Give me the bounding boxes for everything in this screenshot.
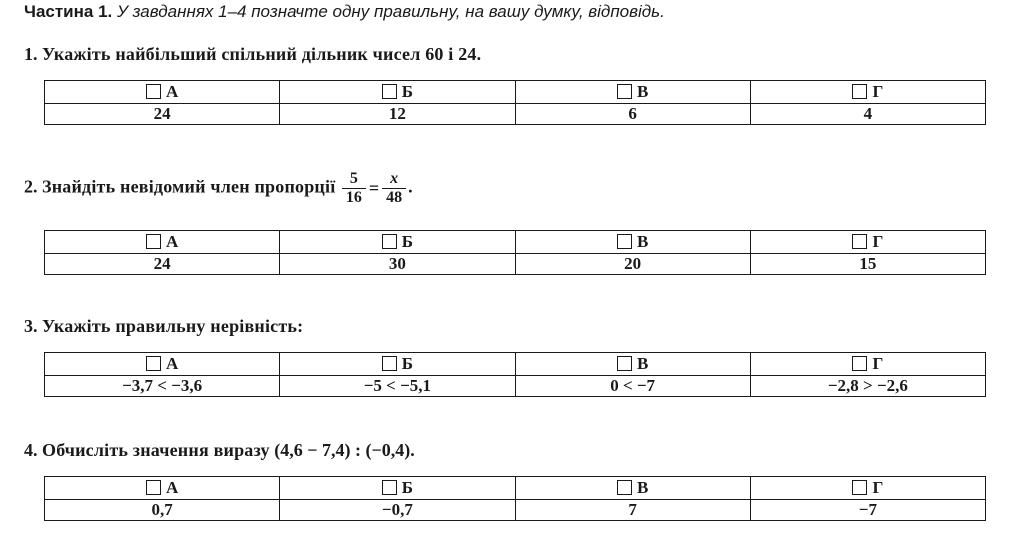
option-v[interactable] [515,477,750,500]
question-number: 3. [24,316,38,336]
question-number: 1. [24,44,38,64]
option-letter: Б [401,478,413,497]
option-letter: Г [872,232,884,251]
option-a[interactable] [45,353,280,376]
fraction-denominator: 16 [345,189,362,206]
question-2 [24,170,413,207]
equals-sign: = [368,178,380,198]
answer-value: 4 [750,104,985,125]
answer-value: −3,7 < −3,6 [45,376,280,397]
option-letter: В [636,232,649,251]
answer-value: −7 [750,500,985,521]
checkbox[interactable] [146,84,161,99]
answer-table-1 [44,80,986,125]
answer-value: −5 < −5,1 [280,376,515,397]
option-g[interactable] [750,81,985,104]
option-b[interactable] [280,231,515,254]
checkbox[interactable] [382,480,397,495]
answer-value: 0 < −7 [515,376,750,397]
fraction-denominator: 48 [386,189,403,206]
answer-value: 0,7 [45,500,280,521]
checkbox[interactable] [852,356,867,371]
question-3 [24,316,303,337]
checkbox[interactable] [146,356,161,371]
answer-table-3 [44,352,986,397]
section-header [24,2,665,22]
option-letter: Г [872,478,884,497]
answer-value: −0,7 [280,500,515,521]
checkbox[interactable] [617,84,632,99]
answer-value: 30 [280,254,515,275]
option-letter: А [165,232,179,251]
question-text: Знайдіть невідомий член пропорції [42,176,336,197]
option-a[interactable] [45,81,280,104]
question-text: Обчисліть значення виразу [42,440,270,460]
answer-value: 15 [750,254,985,275]
question-text: Укажіть найбільший спільний дільник чисел 60 і 24. [42,44,482,64]
question-number: 4. [24,440,38,460]
answer-value: 24 [45,104,280,125]
option-v[interactable] [515,81,750,104]
checkbox[interactable] [617,480,632,495]
checkbox[interactable] [852,234,867,249]
option-letter: Б [401,354,413,373]
answer-value: 6 [515,104,750,125]
fraction-numerator: x [382,170,406,189]
checkbox[interactable] [382,84,397,99]
checkbox[interactable] [617,356,632,371]
option-g[interactable] [750,231,985,254]
checkbox[interactable] [617,234,632,249]
checkbox[interactable] [852,84,867,99]
checkbox[interactable] [382,356,397,371]
answer-table-4 [44,476,986,521]
question-number: 2. [24,176,38,197]
option-b[interactable] [280,477,515,500]
question-1 [24,44,481,65]
option-v[interactable] [515,231,750,254]
option-a[interactable] [45,231,280,254]
answer-value: 12 [280,104,515,125]
part-title: Частина 1. [24,2,113,21]
answer-value: 7 [515,500,750,521]
checkbox[interactable] [146,234,161,249]
option-letter: А [165,354,179,373]
option-letter: Г [872,354,884,373]
option-letter: В [636,478,649,497]
answer-value: −2,8 > −2,6 [750,376,985,397]
fraction-right [382,170,406,207]
answer-value: 24 [45,254,280,275]
instruction-text: У завданнях 1–4 позначте одну правильну, на вашу думку, відповідь. [117,2,665,21]
expression: (4,6 − 7,4) : (−0,4). [274,440,415,460]
option-b[interactable] [280,353,515,376]
option-g[interactable] [750,477,985,500]
checkbox[interactable] [852,480,867,495]
option-b[interactable] [280,81,515,104]
question-4 [24,440,415,461]
option-v[interactable] [515,353,750,376]
answer-table-2 [44,230,986,275]
option-letter: В [636,82,649,101]
checkbox[interactable] [146,480,161,495]
period: . [408,176,413,197]
option-letter: Б [401,232,413,251]
option-a[interactable] [45,477,280,500]
answer-value: 20 [515,254,750,275]
question-text: Укажіть правильну нерівність: [42,316,304,336]
option-letter: В [636,354,649,373]
option-letter: Г [872,82,884,101]
option-g[interactable] [750,353,985,376]
option-letter: А [165,478,179,497]
fraction-numerator: 5 [342,170,366,189]
checkbox[interactable] [382,234,397,249]
option-letter: Б [401,82,413,101]
option-letter: А [165,82,179,101]
fraction-left [342,170,366,207]
